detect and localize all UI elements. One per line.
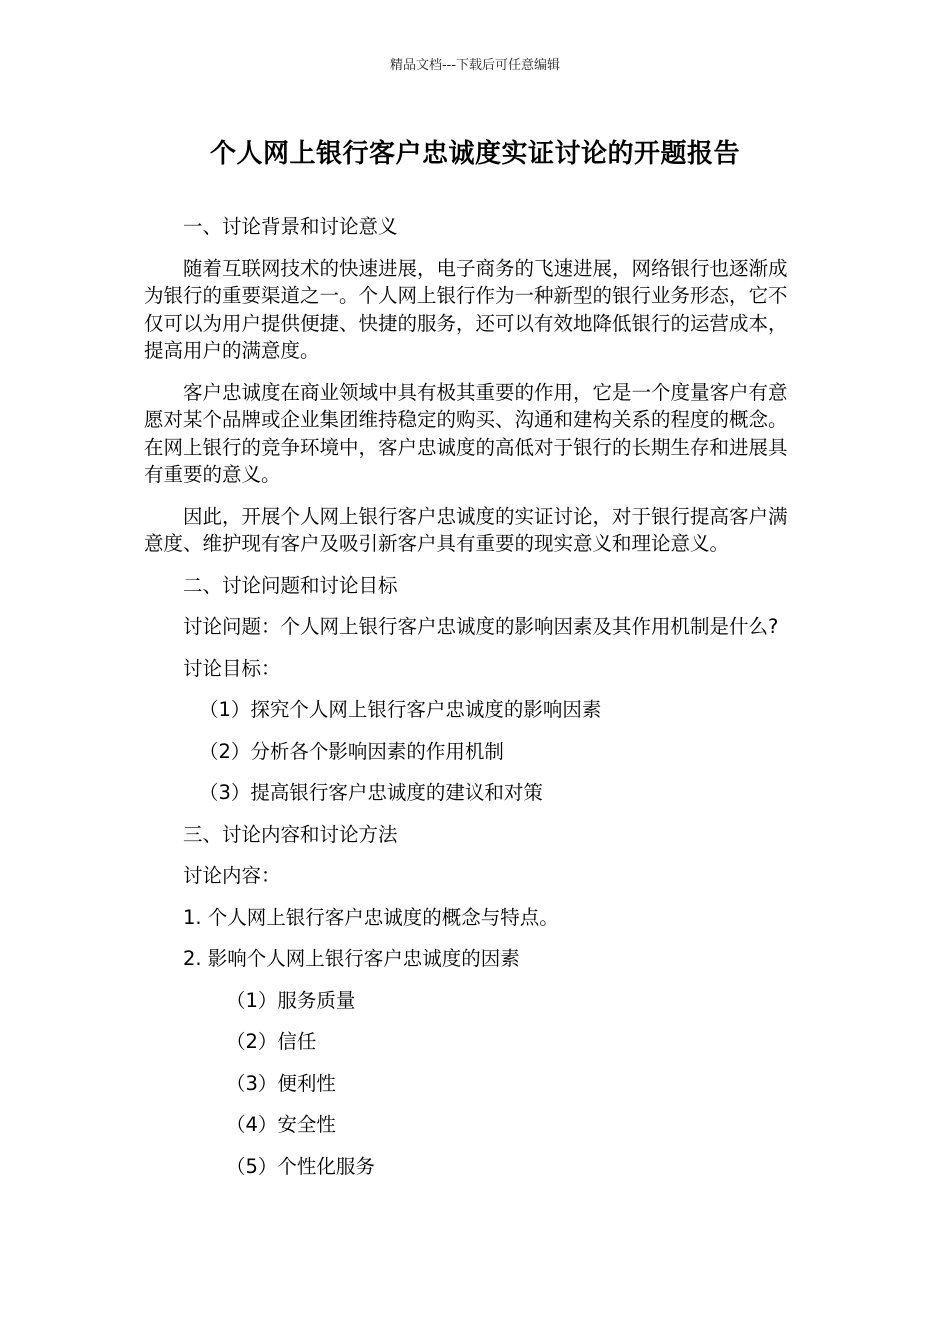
document-title: 个人网上银行客户忠诚度实证讨论的开题报告 (209, 139, 740, 169)
factor-item: （4）安全性 (226, 1113, 336, 1136)
goal-label: 讨论目标： (183, 656, 281, 680)
document-body (144, 213, 794, 1194)
section-heading-1: 一、讨论背景和讨论意义 (183, 215, 398, 238)
factor-item: （1）服务质量 (226, 988, 356, 1012)
factor-item: （5）个性化服务 (226, 1154, 375, 1178)
content-item: 2. 影响个人网上银行客户忠诚度的因素 (183, 947, 520, 970)
paragraph: 因此，开展个人网上银行客户忠诚度的实证讨论，对于银行提高客户满意度、维护现有客户及吸引新客户具有重要的现实意义和理论意义。 (144, 504, 788, 555)
factor-item: （3）便利性 (226, 1071, 336, 1095)
content-label: 讨论内容： (183, 864, 281, 887)
paragraph: 随着互联网技术的快速进展，电子商务的飞速进展，网络银行也逐渐成为银行的重要渠道之一。个人网上银行作为一种新型的银行业务形态，它不仅可以为用户提供便捷、快捷的服务，还可以有效地降低银行的运营成本，提高用户的满意度。 (144, 256, 788, 362)
header-note: 精品文档---下载后可任意编辑 (389, 58, 561, 73)
factor-item: （2）信任 (226, 1030, 317, 1053)
section-heading-3: 三、讨论内容和讨论方法 (183, 822, 398, 846)
goal-item: （1）探究个人网上银行客户忠诚度的影响因素 (199, 698, 602, 721)
section-heading-2: 二、讨论问题和讨论目标 (183, 573, 398, 597)
goal-item: （2）分析各个影响因素的作用机制 (199, 739, 504, 763)
paragraph: 客户忠诚度在商业领域中具有极其重要的作用，它是一个度量客户有意愿对某个品牌或企业集团维持稳定的购买、沟通和建构关系的程度的概念。在网上银行的竞争环境中，客户忠诚度的高低对于银行的长期生存和进展具有重要的意义。 (144, 380, 788, 486)
research-question: 讨论问题：个人网上银行客户忠诚度的影响因素及其作用机制是什么? (183, 615, 779, 638)
goal-item: （3）提高银行客户忠诚度的建议和对策 (199, 781, 543, 804)
content-item: 1. 个人网上银行客户忠诚度的概念与特点。 (183, 905, 559, 929)
